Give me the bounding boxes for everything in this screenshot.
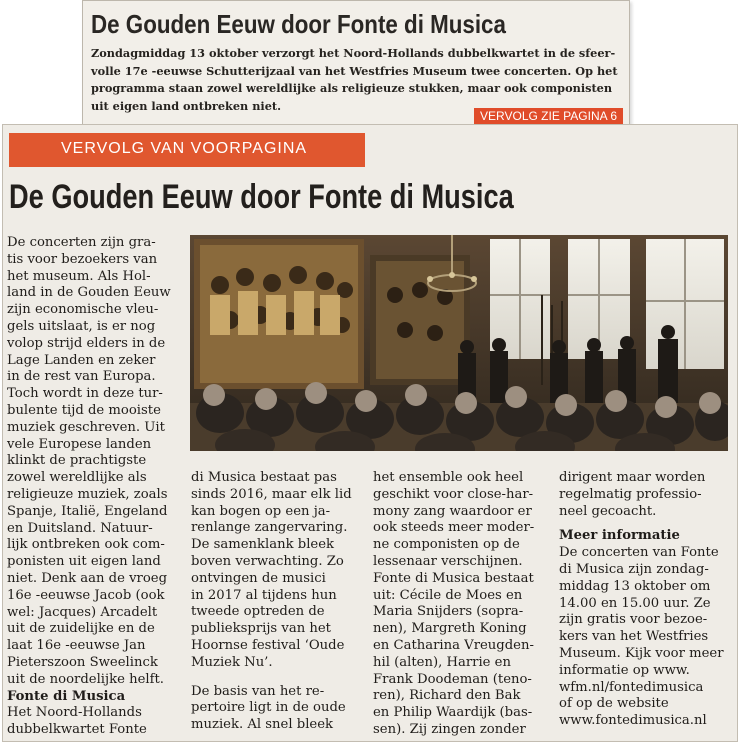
body-line: of op de website xyxy=(559,696,669,712)
body-line: 16e -eeuwse Jacob (ook xyxy=(7,587,165,603)
body-line: sinds 2016, maar elk lid xyxy=(191,486,352,502)
body-line: muziek geschreven. Uit xyxy=(7,419,165,435)
body-line: het museum. Als Hol- xyxy=(7,268,151,284)
article-clipping xyxy=(2,124,738,742)
body-line: Lage Landen en zeker xyxy=(7,352,156,368)
body-line: muziek. Al snel bleek xyxy=(191,717,334,733)
body-line: lijk ontbreken ook com- xyxy=(7,537,165,553)
body-line: sen). Zij zingen zonder xyxy=(373,721,526,737)
teaser-title: De Gouden Eeuw door Fonte di Musica xyxy=(91,9,506,39)
body-line: volop strijd elders in de xyxy=(7,335,166,351)
body-line: zowel wereldlijke als xyxy=(7,470,147,486)
teaser-lead-line: uit eigen land ontbreken niet. xyxy=(91,98,282,113)
section-banner-label: VERVOLG VAN VOORPAGINA xyxy=(61,140,308,157)
body-line: ook steeds meer moder- xyxy=(373,520,535,536)
teaser-lead-line: Zondagmiddag 13 oktober verzorgt het Noord-Hollands dubbelkwartet in de sfeer- xyxy=(91,46,616,60)
body-line: De concerten van Fonte xyxy=(559,545,719,561)
body-line: mony zang waardoor er xyxy=(373,503,532,519)
body-line: laat 16e -eeuwse Jan xyxy=(7,638,146,654)
body-line: klinkt de prachtigste xyxy=(7,453,147,469)
body-line: uit: Cécile de Moes en xyxy=(373,587,523,603)
body-line: wfm.nl/fontedimusica xyxy=(559,679,704,695)
body-line: in 2017 al tijdens hun xyxy=(191,587,337,603)
body-line: Toch wordt in deze tur- xyxy=(7,386,163,402)
section-banner xyxy=(9,133,365,167)
body-line: dirigent maar worden xyxy=(559,470,706,485)
concert-photo xyxy=(190,235,728,451)
body-line: uit de noordelijke helft. xyxy=(7,671,164,687)
body-line: kan bogen op een ja- xyxy=(191,503,331,519)
body-line: religieuze muziek, zoals xyxy=(7,486,168,502)
body-line: De basis van het re- xyxy=(191,683,325,699)
body-line: informatie op www. xyxy=(559,662,690,678)
body-line: gels uitslaat, is er nog xyxy=(7,318,156,334)
body-line: regelmatig professio- xyxy=(559,486,702,502)
article-column-1 xyxy=(7,235,189,739)
article-column-3 xyxy=(373,470,555,739)
body-line: Maria Snijders (sopra- xyxy=(373,604,524,620)
body-line: wel: Jacques) Arcadelt xyxy=(7,604,158,620)
body-line: di Musica zijn zondag- xyxy=(559,561,709,577)
teaser-lead-line: volle 17e -eeuwse Schutterijzaal van het Westfries Museum twee concerten. Op het xyxy=(91,63,618,78)
body-line: uit de zuidelijke en de xyxy=(7,621,155,637)
body-line: nen), Margreth Koning xyxy=(373,621,527,637)
paragraph-gap xyxy=(191,672,367,684)
body-line: ponisten uit eigen land xyxy=(7,554,161,570)
body-line: tis voor bezoekers van xyxy=(7,251,158,267)
body-line: niet. Denk aan de vroeg xyxy=(7,570,168,586)
body-line: het ensemble ook heel xyxy=(373,470,524,485)
teaser-clipping xyxy=(82,0,630,128)
body-line: Frank Doodeman (teno- xyxy=(373,671,532,687)
paragraph-gap xyxy=(559,520,735,528)
body-line: ontvingen de musici xyxy=(191,570,326,586)
body-line: zijn gratis voor bezoe- xyxy=(559,612,708,628)
subheading: Meer informatie xyxy=(559,528,680,544)
body-line: pertoire ligt in de oude xyxy=(191,700,346,716)
body-line: in de rest van Europa. xyxy=(7,369,156,385)
teaser-lead-line: programma staan zowel wereldlijke als religieuze stukken, maar ook componisten xyxy=(91,81,613,95)
body-line: Muziek Nu’. xyxy=(191,654,273,670)
body-line: dubbelkwartet Fonte xyxy=(7,722,147,738)
body-line: bulente tijd de mooiste xyxy=(7,402,161,418)
body-line: kers van het Westfries xyxy=(559,629,709,645)
body-line: vele Europese landen xyxy=(7,436,152,452)
body-line: Fonte di Musica bestaat xyxy=(373,570,534,586)
body-line: geschikt voor close-har- xyxy=(373,486,534,502)
body-line: Museum. Kijk voor meer xyxy=(559,645,724,661)
body-line: tweede optreden de xyxy=(191,604,325,620)
body-line: zijn economische vleu- xyxy=(7,302,159,318)
body-line: renlange zangervaring. xyxy=(191,520,348,536)
article-column-4 xyxy=(559,470,735,730)
body-line: di Musica bestaat pas xyxy=(191,470,337,485)
body-line: Hoornse festival ‘Oude xyxy=(191,637,345,653)
subheading: Fonte di Musica xyxy=(7,688,126,704)
body-line: De concerten zijn gra- xyxy=(7,235,156,250)
body-line: publieksprijs van het xyxy=(191,621,331,637)
body-line: De samenklank bleek xyxy=(191,537,335,553)
body-line: ren), Richard den Bak xyxy=(373,688,521,704)
body-line: Spanje, Italië, Engeland xyxy=(7,503,168,519)
teaser-lead xyxy=(91,45,621,115)
body-line: boven verwachting. Zo xyxy=(191,553,344,569)
body-line: land in de Gouden Eeuw xyxy=(7,285,171,301)
body-line: middag 13 oktober om xyxy=(559,578,711,594)
body-line: en Duitsland. Natuur- xyxy=(7,520,153,536)
continuation-label: VERVOLG ZIE PAGINA 6 xyxy=(474,108,623,125)
article-column-2 xyxy=(191,470,367,734)
body-line: lessenaar verschijnen. xyxy=(373,553,523,569)
article-title: De Gouden Eeuw door Fonte di Musica xyxy=(9,178,514,216)
body-line: hil (alten), Harrie en xyxy=(373,654,511,670)
body-line: Het Noord-Hollands xyxy=(7,705,142,721)
body-line: Pieterszoon Sweelinck xyxy=(7,654,158,670)
body-line: neel gecoacht. xyxy=(559,503,657,519)
body-line: 14.00 en 15.00 uur. Ze xyxy=(559,595,711,611)
body-line: en Catharina Vreugden- xyxy=(373,637,534,653)
body-line: www.fontedimusica.nl xyxy=(559,713,707,729)
body-line: en Philip Waardijk (bas- xyxy=(373,705,533,721)
body-line: ne componisten op de xyxy=(373,537,520,553)
